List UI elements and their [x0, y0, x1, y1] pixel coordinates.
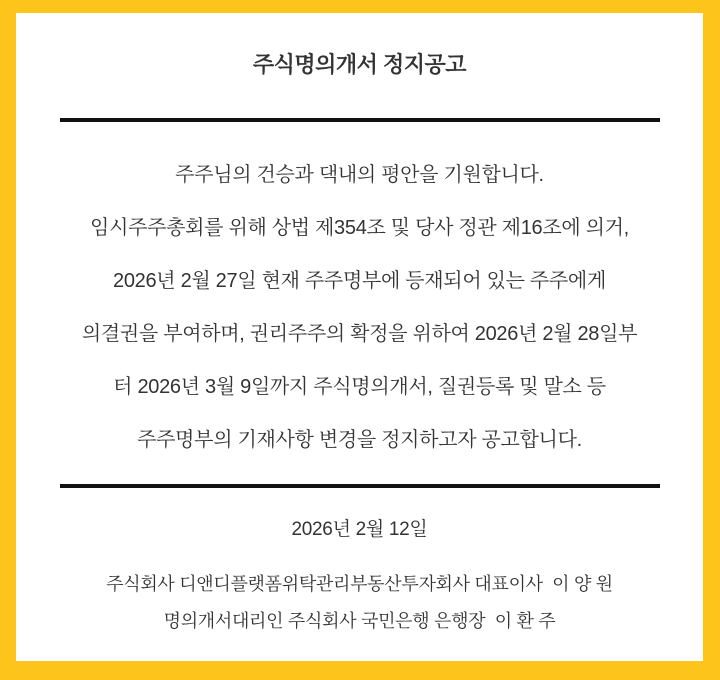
issuer-signature-line: 주식회사 디앤디플랫폼위탁관리부동산투자회사 대표이사 이 양 원: [106, 574, 613, 594]
body-line: 임시주주총회를 위해 상법 제354조 및 당사 정관 제16조에 의거,: [90, 217, 629, 239]
notice-date: 2026년 2월 12일: [291, 519, 428, 540]
bottom-divider-rule: [60, 484, 660, 488]
body-line: 터 2026년 3월 9일까지 주식명의개서, 질권등록 및 말소 등: [113, 376, 606, 398]
transfer-agent-signature-line: 명의개서대리인 주식회사 국민은행 은행장 이 환 주: [163, 611, 556, 631]
notice-body: [16, 146, 703, 464]
body-line: 의결권을 부여하며, 권리주주의 확정을 위하여 2026년 2월 28일부: [81, 323, 638, 345]
notice-footer: [16, 516, 703, 635]
body-line: 2026년 2월 27일 현재 주주명부에 등재되어 있는 주주에게: [113, 270, 606, 292]
body-line: 주주명부의 기재사항 변경을 정지하고자 공고합니다.: [137, 429, 582, 451]
notice-title: 주식명의개서 정지공고: [252, 52, 467, 77]
notice-panel: [16, 13, 703, 661]
body-line: 주주님의 건승과 댁내의 평안을 기원합니다.: [175, 164, 544, 186]
top-divider-rule: [60, 118, 660, 122]
